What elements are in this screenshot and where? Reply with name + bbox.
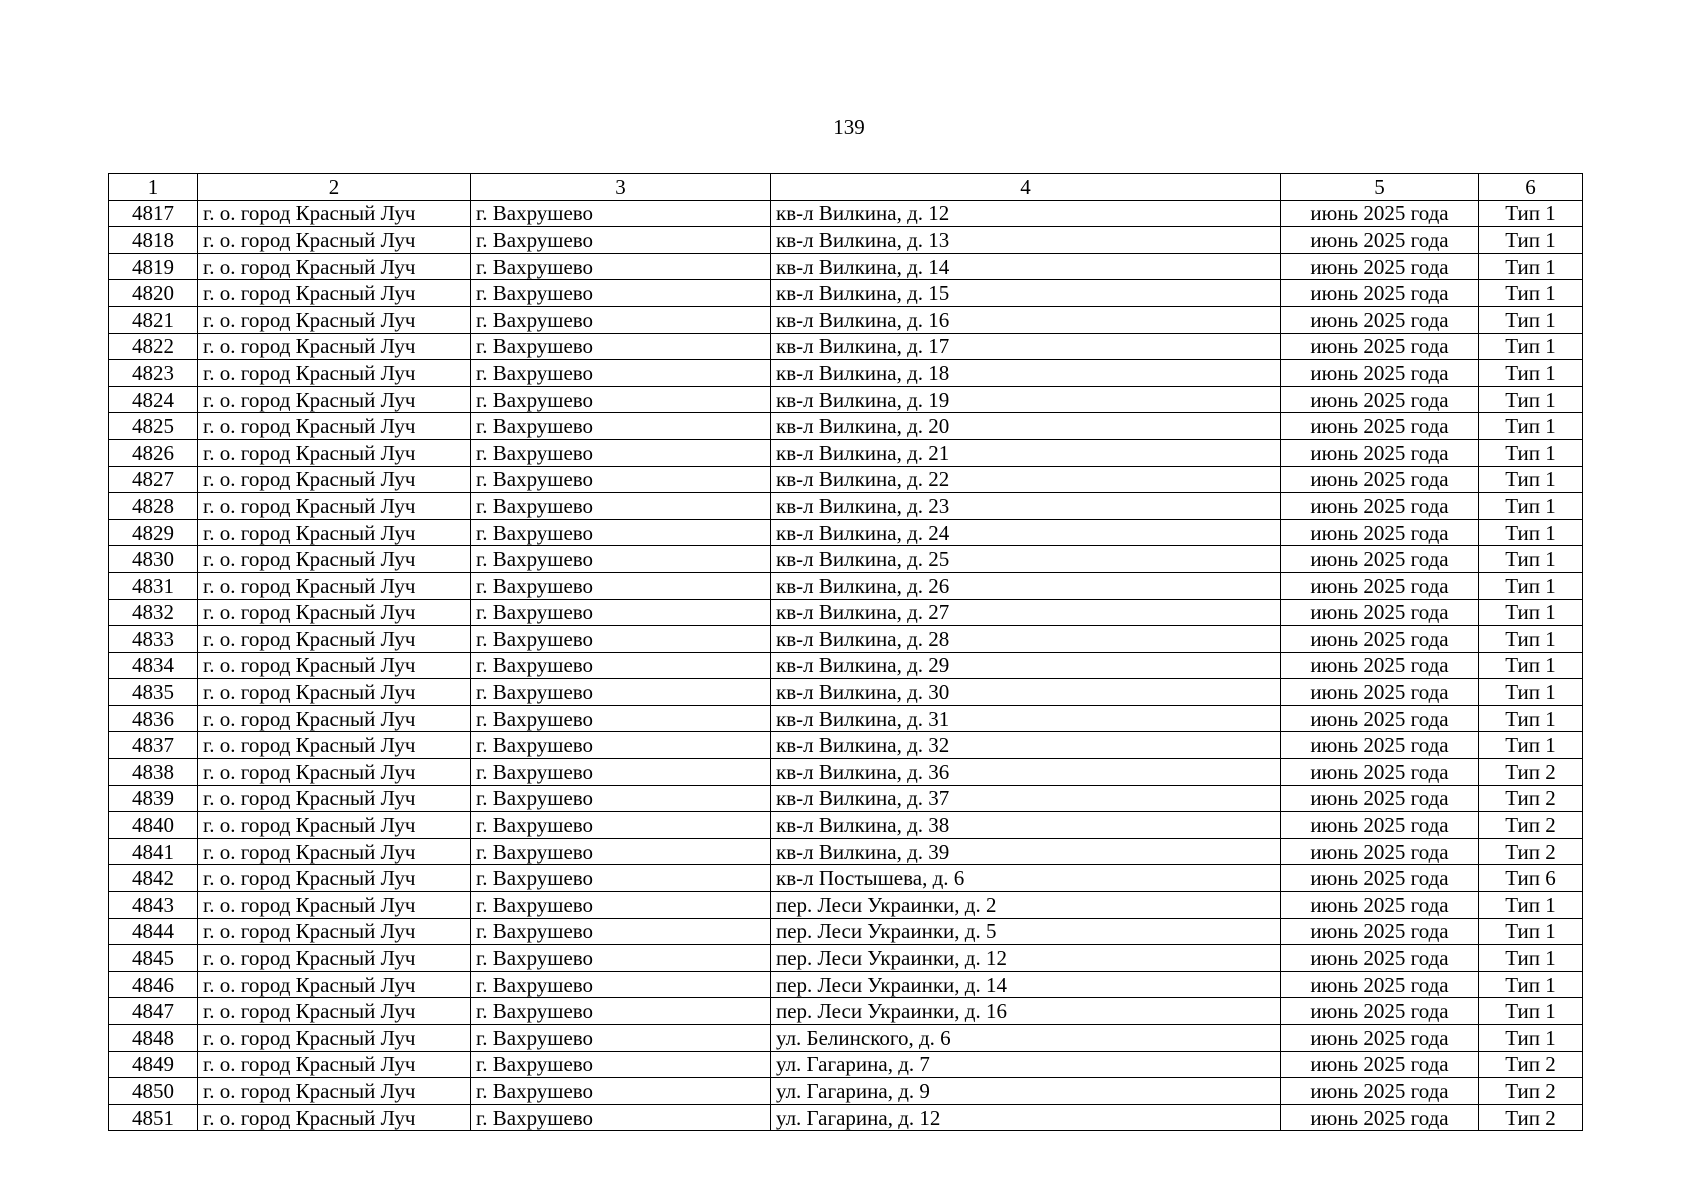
deadline-cell: июнь 2025 года — [1281, 386, 1479, 413]
address-cell: кв-л Вилкина, д. 17 — [771, 333, 1281, 360]
row-number: 4828 — [109, 493, 198, 520]
row-number: 4830 — [109, 546, 198, 573]
row-number: 4851 — [109, 1104, 198, 1131]
table-row — [109, 253, 1583, 280]
row-number: 4840 — [109, 812, 198, 839]
row-number: 4844 — [109, 918, 198, 945]
deadline-cell: июнь 2025 года — [1281, 679, 1479, 706]
table-row — [109, 838, 1583, 865]
address-cell: ул. Белинского, д. 6 — [771, 1025, 1281, 1052]
row-number: 4834 — [109, 652, 198, 679]
type-cell: Тип 1 — [1479, 333, 1583, 360]
table-row — [109, 466, 1583, 493]
table-row — [109, 892, 1583, 919]
district-cell: г. о. город Красный Луч — [198, 1078, 471, 1105]
type-cell: Тип 2 — [1479, 1078, 1583, 1105]
row-number: 4832 — [109, 599, 198, 626]
table-row — [109, 998, 1583, 1025]
district-cell: г. о. город Красный Луч — [198, 280, 471, 307]
type-cell: Тип 6 — [1479, 865, 1583, 892]
address-cell: кв-л Вилкина, д. 14 — [771, 253, 1281, 280]
settlement-cell: г. Вахрушево — [471, 679, 771, 706]
table-row — [109, 1025, 1583, 1052]
row-number: 4843 — [109, 892, 198, 919]
table-row — [109, 918, 1583, 945]
address-cell: ул. Гагарина, д. 7 — [771, 1051, 1281, 1078]
address-cell: кв-л Вилкина, д. 24 — [771, 519, 1281, 546]
district-cell: г. о. город Красный Луч — [198, 1104, 471, 1131]
type-cell: Тип 2 — [1479, 838, 1583, 865]
district-cell: г. о. город Красный Луч — [198, 679, 471, 706]
deadline-cell: июнь 2025 года — [1281, 838, 1479, 865]
district-cell: г. о. город Красный Луч — [198, 652, 471, 679]
row-number: 4833 — [109, 626, 198, 653]
deadline-cell: июнь 2025 года — [1281, 413, 1479, 440]
settlement-cell: г. Вахрушево — [471, 812, 771, 839]
table-row — [109, 200, 1583, 227]
table-row — [109, 546, 1583, 573]
address-cell: кв-л Вилкина, д. 27 — [771, 599, 1281, 626]
type-cell: Тип 2 — [1479, 1104, 1583, 1131]
settlement-cell: г. Вахрушево — [471, 280, 771, 307]
type-cell: Тип 1 — [1479, 892, 1583, 919]
district-cell: г. о. город Красный Луч — [198, 413, 471, 440]
type-cell: Тип 1 — [1479, 466, 1583, 493]
column-header: 3 — [471, 174, 771, 201]
deadline-cell: июнь 2025 года — [1281, 306, 1479, 333]
type-cell: Тип 1 — [1479, 998, 1583, 1025]
district-cell: г. о. город Красный Луч — [198, 705, 471, 732]
table-row — [109, 1104, 1583, 1131]
table-row — [109, 732, 1583, 759]
column-header: 5 — [1281, 174, 1479, 201]
row-number: 4818 — [109, 227, 198, 254]
table-row — [109, 306, 1583, 333]
table-row — [109, 519, 1583, 546]
settlement-cell: г. Вахрушево — [471, 253, 771, 280]
deadline-cell: июнь 2025 года — [1281, 493, 1479, 520]
row-number: 4842 — [109, 865, 198, 892]
table-row — [109, 812, 1583, 839]
address-cell: кв-л Вилкина, д. 12 — [771, 200, 1281, 227]
address-cell: кв-л Вилкина, д. 28 — [771, 626, 1281, 653]
deadline-cell: июнь 2025 года — [1281, 626, 1479, 653]
settlement-cell: г. Вахрушево — [471, 1104, 771, 1131]
deadline-cell: июнь 2025 года — [1281, 892, 1479, 919]
table-row — [109, 652, 1583, 679]
district-cell: г. о. город Красный Луч — [198, 1051, 471, 1078]
type-cell: Тип 1 — [1479, 439, 1583, 466]
deadline-cell: июнь 2025 года — [1281, 253, 1479, 280]
type-cell: Тип 1 — [1479, 253, 1583, 280]
row-number: 4826 — [109, 439, 198, 466]
row-number: 4827 — [109, 466, 198, 493]
address-cell: пер. Леси Украинки, д. 12 — [771, 945, 1281, 972]
address-cell: кв-л Вилкина, д. 25 — [771, 546, 1281, 573]
settlement-cell: г. Вахрушево — [471, 466, 771, 493]
address-cell: ул. Гагарина, д. 12 — [771, 1104, 1281, 1131]
row-number: 4825 — [109, 413, 198, 440]
deadline-cell: июнь 2025 года — [1281, 705, 1479, 732]
settlement-cell: г. Вахрушево — [471, 306, 771, 333]
district-cell: г. о. город Красный Луч — [198, 998, 471, 1025]
address-cell: кв-л Вилкина, д. 21 — [771, 439, 1281, 466]
address-cell: кв-л Вилкина, д. 20 — [771, 413, 1281, 440]
table-row — [109, 679, 1583, 706]
row-number: 4849 — [109, 1051, 198, 1078]
deadline-cell: июнь 2025 года — [1281, 918, 1479, 945]
type-cell: Тип 2 — [1479, 759, 1583, 786]
deadline-cell: июнь 2025 года — [1281, 227, 1479, 254]
district-cell: г. о. город Красный Луч — [198, 626, 471, 653]
type-cell: Тип 1 — [1479, 679, 1583, 706]
settlement-cell: г. Вахрушево — [471, 918, 771, 945]
table-row — [109, 280, 1583, 307]
row-number: 4841 — [109, 838, 198, 865]
row-number: 4824 — [109, 386, 198, 413]
settlement-cell: г. Вахрушево — [471, 360, 771, 387]
row-number: 4820 — [109, 280, 198, 307]
row-number: 4839 — [109, 785, 198, 812]
settlement-cell: г. Вахрушево — [471, 227, 771, 254]
district-cell: г. о. город Красный Луч — [198, 439, 471, 466]
settlement-cell: г. Вахрушево — [471, 945, 771, 972]
table-row — [109, 759, 1583, 786]
district-cell: г. о. город Красный Луч — [198, 971, 471, 998]
address-cell: кв-л Вилкина, д. 37 — [771, 785, 1281, 812]
table-row — [109, 971, 1583, 998]
table-row — [109, 705, 1583, 732]
district-cell: г. о. город Красный Луч — [198, 546, 471, 573]
row-number: 4835 — [109, 679, 198, 706]
address-cell: кв-л Вилкина, д. 13 — [771, 227, 1281, 254]
settlement-cell: г. Вахрушево — [471, 998, 771, 1025]
deadline-cell: июнь 2025 года — [1281, 971, 1479, 998]
table-row — [109, 626, 1583, 653]
row-number: 4845 — [109, 945, 198, 972]
district-cell: г. о. город Красный Луч — [198, 838, 471, 865]
address-cell: кв-л Вилкина, д. 31 — [771, 705, 1281, 732]
deadline-cell: июнь 2025 года — [1281, 759, 1479, 786]
table-body — [109, 200, 1583, 1131]
table-row — [109, 785, 1583, 812]
deadline-cell: июнь 2025 года — [1281, 599, 1479, 626]
settlement-cell: г. Вахрушево — [471, 1078, 771, 1105]
district-cell: г. о. город Красный Луч — [198, 918, 471, 945]
deadline-cell: июнь 2025 года — [1281, 519, 1479, 546]
row-number: 4838 — [109, 759, 198, 786]
table-row — [109, 360, 1583, 387]
table-row — [109, 1078, 1583, 1105]
district-cell: г. о. город Красный Луч — [198, 572, 471, 599]
settlement-cell: г. Вахрушево — [471, 652, 771, 679]
column-header: 1 — [109, 174, 198, 201]
settlement-cell: г. Вахрушево — [471, 785, 771, 812]
district-cell: г. о. город Красный Луч — [198, 333, 471, 360]
type-cell: Тип 1 — [1479, 626, 1583, 653]
type-cell: Тип 1 — [1479, 227, 1583, 254]
type-cell: Тип 2 — [1479, 785, 1583, 812]
address-cell: кв-л Вилкина, д. 16 — [771, 306, 1281, 333]
type-cell: Тип 1 — [1479, 306, 1583, 333]
deadline-cell: июнь 2025 года — [1281, 572, 1479, 599]
settlement-cell: г. Вахрушево — [471, 386, 771, 413]
settlement-cell: г. Вахрушево — [471, 865, 771, 892]
table-row — [109, 865, 1583, 892]
table-row — [109, 386, 1583, 413]
row-number: 4819 — [109, 253, 198, 280]
table-header — [109, 174, 1583, 201]
district-cell: г. о. город Красный Луч — [198, 865, 471, 892]
address-cell: кв-л Вилкина, д. 26 — [771, 572, 1281, 599]
district-cell: г. о. город Красный Луч — [198, 253, 471, 280]
registry-table — [108, 173, 1583, 1131]
deadline-cell: июнь 2025 года — [1281, 200, 1479, 227]
table-row — [109, 493, 1583, 520]
table-row — [109, 1051, 1583, 1078]
address-cell: кв-л Вилкина, д. 23 — [771, 493, 1281, 520]
type-cell: Тип 1 — [1479, 918, 1583, 945]
type-cell: Тип 1 — [1479, 280, 1583, 307]
district-cell: г. о. город Красный Луч — [198, 759, 471, 786]
deadline-cell: июнь 2025 года — [1281, 333, 1479, 360]
district-cell: г. о. город Красный Луч — [198, 892, 471, 919]
deadline-cell: июнь 2025 года — [1281, 280, 1479, 307]
address-cell: кв-л Вилкина, д. 30 — [771, 679, 1281, 706]
district-cell: г. о. город Красный Луч — [198, 493, 471, 520]
row-number: 4847 — [109, 998, 198, 1025]
settlement-cell: г. Вахрушево — [471, 200, 771, 227]
address-cell: кв-л Вилкина, д. 15 — [771, 280, 1281, 307]
deadline-cell: июнь 2025 года — [1281, 466, 1479, 493]
row-number: 4848 — [109, 1025, 198, 1052]
type-cell: Тип 1 — [1479, 519, 1583, 546]
row-number: 4831 — [109, 572, 198, 599]
type-cell: Тип 1 — [1479, 705, 1583, 732]
address-cell: кв-л Вилкина, д. 22 — [771, 466, 1281, 493]
deadline-cell: июнь 2025 года — [1281, 785, 1479, 812]
type-cell: Тип 1 — [1479, 386, 1583, 413]
type-cell: Тип 2 — [1479, 1051, 1583, 1078]
address-cell: ул. Гагарина, д. 9 — [771, 1078, 1281, 1105]
settlement-cell: г. Вахрушево — [471, 1025, 771, 1052]
settlement-cell: г. Вахрушево — [471, 439, 771, 466]
row-number: 4846 — [109, 971, 198, 998]
district-cell: г. о. город Красный Луч — [198, 519, 471, 546]
table-row — [109, 333, 1583, 360]
deadline-cell: июнь 2025 года — [1281, 546, 1479, 573]
address-cell: пер. Леси Украинки, д. 16 — [771, 998, 1281, 1025]
address-cell: кв-л Вилкина, д. 39 — [771, 838, 1281, 865]
type-cell: Тип 1 — [1479, 971, 1583, 998]
deadline-cell: июнь 2025 года — [1281, 1104, 1479, 1131]
row-number: 4821 — [109, 306, 198, 333]
settlement-cell: г. Вахрушево — [471, 732, 771, 759]
type-cell: Тип 1 — [1479, 200, 1583, 227]
row-number: 4817 — [109, 200, 198, 227]
row-number: 4822 — [109, 333, 198, 360]
type-cell: Тип 1 — [1479, 360, 1583, 387]
district-cell: г. о. город Красный Луч — [198, 360, 471, 387]
type-cell: Тип 1 — [1479, 1025, 1583, 1052]
settlement-cell: г. Вахрушево — [471, 493, 771, 520]
district-cell: г. о. город Красный Луч — [198, 599, 471, 626]
row-number: 4850 — [109, 1078, 198, 1105]
settlement-cell: г. Вахрушево — [471, 705, 771, 732]
deadline-cell: июнь 2025 года — [1281, 360, 1479, 387]
header-row — [109, 174, 1583, 201]
row-number: 4829 — [109, 519, 198, 546]
row-number: 4836 — [109, 705, 198, 732]
settlement-cell: г. Вахрушево — [471, 413, 771, 440]
address-cell: кв-л Постышева, д. 6 — [771, 865, 1281, 892]
settlement-cell: г. Вахрушево — [471, 838, 771, 865]
deadline-cell: июнь 2025 года — [1281, 732, 1479, 759]
deadline-cell: июнь 2025 года — [1281, 1078, 1479, 1105]
settlement-cell: г. Вахрушево — [471, 333, 771, 360]
row-number: 4837 — [109, 732, 198, 759]
district-cell: г. о. город Красный Луч — [198, 227, 471, 254]
settlement-cell: г. Вахрушево — [471, 971, 771, 998]
table-row — [109, 439, 1583, 466]
address-cell: пер. Леси Украинки, д. 14 — [771, 971, 1281, 998]
address-cell: кв-л Вилкина, д. 32 — [771, 732, 1281, 759]
deadline-cell: июнь 2025 года — [1281, 998, 1479, 1025]
table-row — [109, 227, 1583, 254]
type-cell: Тип 1 — [1479, 945, 1583, 972]
type-cell: Тип 1 — [1479, 732, 1583, 759]
type-cell: Тип 1 — [1479, 493, 1583, 520]
type-cell: Тип 1 — [1479, 413, 1583, 440]
settlement-cell: г. Вахрушево — [471, 519, 771, 546]
type-cell: Тип 1 — [1479, 652, 1583, 679]
district-cell: г. о. город Красный Луч — [198, 812, 471, 839]
settlement-cell: г. Вахрушево — [471, 626, 771, 653]
deadline-cell: июнь 2025 года — [1281, 945, 1479, 972]
address-cell: кв-л Вилкина, д. 19 — [771, 386, 1281, 413]
address-cell: кв-л Вилкина, д. 38 — [771, 812, 1281, 839]
column-header: 2 — [198, 174, 471, 201]
table-row — [109, 945, 1583, 972]
address-cell: кв-л Вилкина, д. 36 — [771, 759, 1281, 786]
table-row — [109, 413, 1583, 440]
deadline-cell: июнь 2025 года — [1281, 439, 1479, 466]
district-cell: г. о. город Красный Луч — [198, 1025, 471, 1052]
type-cell: Тип 2 — [1479, 812, 1583, 839]
address-cell: пер. Леси Украинки, д. 5 — [771, 918, 1281, 945]
district-cell: г. о. город Красный Луч — [198, 945, 471, 972]
page-number: 139 — [833, 115, 865, 139]
district-cell: г. о. город Красный Луч — [198, 785, 471, 812]
district-cell: г. о. город Красный Луч — [198, 466, 471, 493]
type-cell: Тип 1 — [1479, 546, 1583, 573]
address-cell: кв-л Вилкина, д. 18 — [771, 360, 1281, 387]
address-cell: пер. Леси Украинки, д. 2 — [771, 892, 1281, 919]
address-cell: кв-л Вилкина, д. 29 — [771, 652, 1281, 679]
settlement-cell: г. Вахрушево — [471, 892, 771, 919]
deadline-cell: июнь 2025 года — [1281, 812, 1479, 839]
type-cell: Тип 1 — [1479, 599, 1583, 626]
deadline-cell: июнь 2025 года — [1281, 865, 1479, 892]
table-row — [109, 572, 1583, 599]
settlement-cell: г. Вахрушево — [471, 572, 771, 599]
column-header: 6 — [1479, 174, 1583, 201]
district-cell: г. о. город Красный Луч — [198, 386, 471, 413]
type-cell: Тип 1 — [1479, 572, 1583, 599]
district-cell: г. о. город Красный Луч — [198, 200, 471, 227]
row-number: 4823 — [109, 360, 198, 387]
column-header: 4 — [771, 174, 1281, 201]
deadline-cell: июнь 2025 года — [1281, 1051, 1479, 1078]
settlement-cell: г. Вахрушево — [471, 759, 771, 786]
deadline-cell: июнь 2025 года — [1281, 652, 1479, 679]
settlement-cell: г. Вахрушево — [471, 1051, 771, 1078]
district-cell: г. о. город Красный Луч — [198, 306, 471, 333]
district-cell: г. о. город Красный Луч — [198, 732, 471, 759]
deadline-cell: июнь 2025 года — [1281, 1025, 1479, 1052]
table-row — [109, 599, 1583, 626]
settlement-cell: г. Вахрушево — [471, 599, 771, 626]
settlement-cell: г. Вахрушево — [471, 546, 771, 573]
